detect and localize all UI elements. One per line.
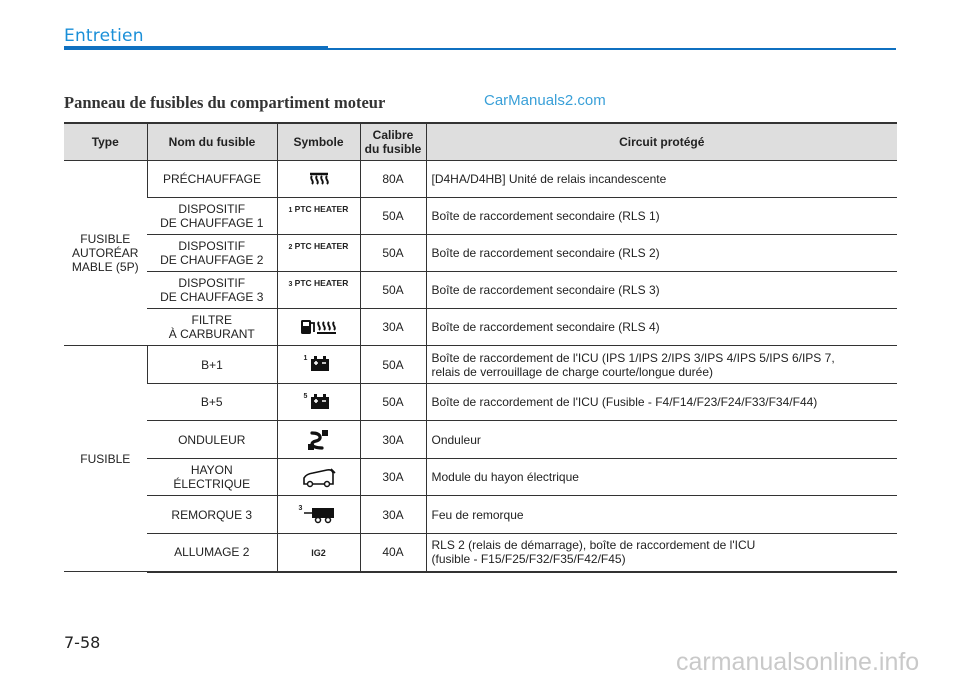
fuse-rating: 50A bbox=[360, 346, 426, 384]
symbol-cell bbox=[277, 384, 360, 421]
fuse-name: PRÉCHAUFFAGE bbox=[147, 161, 277, 198]
fuse-rating: 50A bbox=[360, 235, 426, 272]
page-number: 7-58 bbox=[64, 633, 101, 652]
table-row bbox=[64, 346, 897, 384]
column-header-rating: Calibre du fusible bbox=[360, 123, 426, 161]
symbol-cell bbox=[277, 421, 360, 459]
battery-icon bbox=[310, 394, 330, 410]
fuse-rating: 80A bbox=[360, 161, 426, 198]
ptc-heater-symbol bbox=[289, 202, 349, 228]
table-row bbox=[64, 496, 897, 534]
fuse-rating: 30A bbox=[360, 496, 426, 534]
table-row bbox=[64, 421, 897, 459]
battery-symbol bbox=[304, 388, 334, 414]
table-row bbox=[64, 235, 897, 272]
column-header-type: Type bbox=[64, 123, 147, 161]
header-rule-thin bbox=[328, 48, 896, 50]
fuse-circuit: [D4HA/D4HB] Unité de relais incandescente bbox=[426, 161, 897, 198]
circuit-text: RLS 2 (relais de démarrage), boîte de raccordement de l'ICU (fusible - F15/F25/F32/F35/F42/F45) bbox=[431, 538, 756, 567]
symbol-cell bbox=[277, 272, 360, 309]
fuse-name: B+1 bbox=[147, 346, 277, 384]
symbol-cell bbox=[277, 161, 360, 198]
fuse-name: B+5 bbox=[147, 384, 277, 421]
fuse-circuit: Module du hayon électrique bbox=[426, 459, 897, 496]
symbol-cell bbox=[277, 198, 360, 235]
table-row bbox=[64, 161, 897, 198]
table-row bbox=[64, 272, 897, 309]
fuse-type-cell: FUSIBLE bbox=[64, 346, 147, 572]
symbol-superscript: 3 bbox=[288, 280, 293, 288]
symbol-cell bbox=[277, 534, 360, 572]
page-heading: Panneau de fusibles du compartiment moteur bbox=[64, 93, 386, 112]
column-header-symbol: Symbole bbox=[277, 123, 360, 161]
battery-icon bbox=[310, 356, 330, 372]
symbol-cell bbox=[277, 235, 360, 272]
trailer-icon bbox=[304, 506, 336, 524]
ptc-heater-symbol bbox=[289, 276, 349, 302]
fuse-circuit: Boîte de raccordement secondaire (RLS 3) bbox=[426, 272, 897, 309]
fuse-rating: 50A bbox=[360, 198, 426, 235]
battery-symbol bbox=[304, 350, 334, 376]
power-tailgate-icon bbox=[301, 466, 337, 488]
ptc-heater-symbol bbox=[289, 239, 349, 265]
fuse-name: DISPOSITIF DE CHAUFFAGE 2 bbox=[147, 235, 277, 272]
fuse-name: REMORQUE 3 bbox=[147, 496, 277, 534]
symbol-label: PTC HEATER bbox=[294, 203, 349, 214]
fuse-table bbox=[64, 122, 897, 573]
fuse-circuit: Boîte de raccordement secondaire (RLS 1) bbox=[426, 198, 897, 235]
fuse-rating: 30A bbox=[360, 459, 426, 496]
fuse-rating: 50A bbox=[360, 384, 426, 421]
symbol-cell bbox=[277, 346, 360, 384]
table-row bbox=[64, 459, 897, 496]
fuse-circuit bbox=[426, 346, 897, 384]
symbol-cell bbox=[277, 496, 360, 534]
fuse-name: ONDULEUR bbox=[147, 421, 277, 459]
symbol-cell bbox=[277, 459, 360, 496]
fuel-filter-heater-icon bbox=[299, 317, 339, 337]
trailer-symbol bbox=[299, 500, 339, 526]
fuse-name: FILTRE À CARBURANT bbox=[147, 309, 277, 346]
symbol-superscript: 1 bbox=[288, 206, 293, 214]
header-rule-thick bbox=[64, 46, 328, 50]
footer-watermark: carmanualsonline.info bbox=[676, 648, 920, 676]
fuse-rating: 40A bbox=[360, 534, 426, 572]
fuse-circuit: Boîte de raccordement secondaire (RLS 2) bbox=[426, 235, 897, 272]
glow-plug-icon bbox=[306, 171, 332, 187]
fuse-name: HAYON ÉLECTRIQUE bbox=[147, 459, 277, 496]
fuse-rating: 30A bbox=[360, 421, 426, 459]
table-header-row bbox=[64, 123, 897, 161]
fuse-name: DISPOSITIF DE CHAUFFAGE 1 bbox=[147, 198, 277, 235]
fuse-circuit bbox=[426, 534, 897, 572]
table-row bbox=[64, 309, 897, 346]
fuse-circuit: Onduleur bbox=[426, 421, 897, 459]
symbol-superscript: 2 bbox=[288, 243, 293, 251]
symbol-cell bbox=[277, 309, 360, 346]
fuse-name: DISPOSITIF DE CHAUFFAGE 3 bbox=[147, 272, 277, 309]
fuse-circuit: Feu de remorque bbox=[426, 496, 897, 534]
table-row bbox=[64, 384, 897, 421]
fuse-circuit: Boîte de raccordement de l'ICU (Fusible - F4/F14/F23/F24/F33/F34/F44) bbox=[426, 384, 897, 421]
fuse-type-cell: FUSIBLE AUTORÉAR MABLE (5P) bbox=[64, 161, 147, 346]
circuit-text: Boîte de raccordement de l'ICU (IPS 1/IPS 2/IPS 3/IPS 4/IPS 5/IPS 6/IPS 7, relais de verrouillage de charge courte/longue durée) bbox=[431, 350, 835, 379]
watermark-link[interactable]: CarManuals2.com bbox=[484, 92, 606, 109]
symbol-label: PTC HEATER bbox=[294, 240, 349, 251]
symbol-superscript: 1 bbox=[303, 355, 308, 362]
column-header-circuit: Circuit protégé bbox=[426, 123, 897, 161]
symbol-superscript: 5 bbox=[303, 392, 308, 400]
fuse-rating: 50A bbox=[360, 272, 426, 309]
symbol-superscript: 3 bbox=[298, 505, 303, 512]
fuse-circuit: Boîte de raccordement secondaire (RLS 4) bbox=[426, 309, 897, 346]
inverter-icon bbox=[306, 429, 332, 451]
fuse-rating: 30A bbox=[360, 309, 426, 346]
table-row bbox=[64, 198, 897, 235]
table-row bbox=[64, 534, 897, 572]
fuse-name: ALLUMAGE 2 bbox=[147, 534, 277, 572]
symbol-label: PTC HEATER bbox=[294, 277, 349, 288]
section-title: Entretien bbox=[64, 26, 144, 46]
column-header-name: Nom du fusible bbox=[147, 123, 277, 161]
ig2-symbol: IG2 bbox=[311, 547, 326, 558]
